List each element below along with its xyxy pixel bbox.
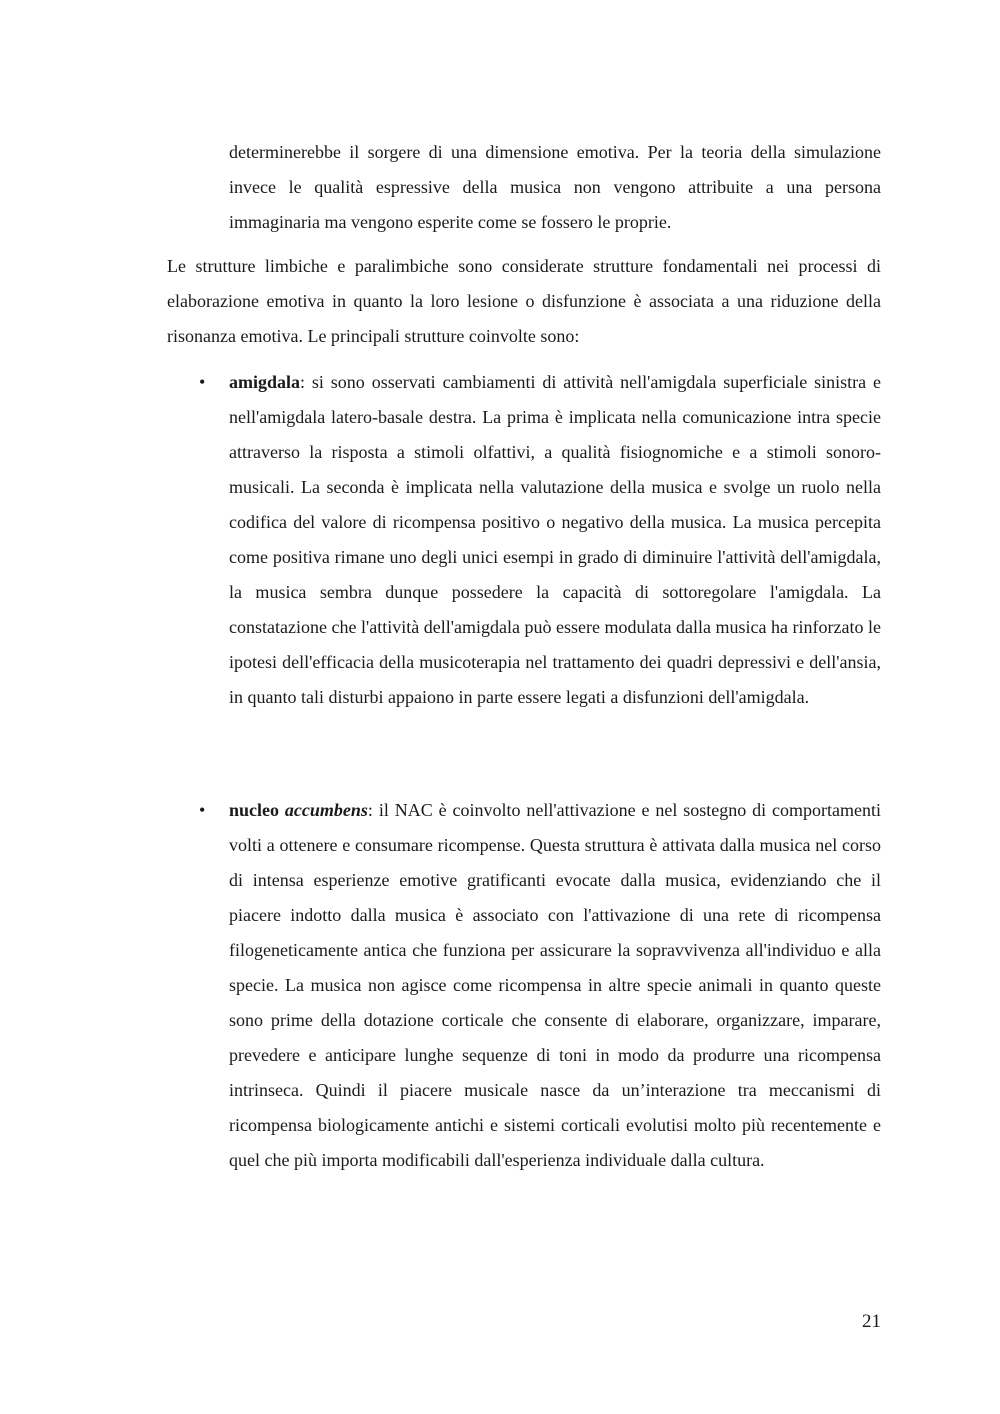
bullet-marker: •: [199, 372, 206, 392]
continuation-paragraph: determinerebbe il sorgere di una dimensione emotiva. Per la teoria della simulazione invece le qualità espressive della musica non vengono attribuite a una persona immaginaria ma vengono esperite come se fossero le proprie.: [229, 142, 881, 232]
nucleo-accumbens-description: : il NAC è coinvolto nell'attivazione e nel sostegno di comportamenti volti a ottenere e consumare ricompense. Questa struttura è attivata dalla musica nel corso di intensa esperienze emotive gratificanti evocate dalla musica, evidenziando che il piacere indotto dalla musica è associato con l'attivazione di una rete di ricompensa filogeneticamente antica che funziona per assicurare la sopravvivenza all'individuo e alla specie. La musica non agisce come ricompensa in altre specie animali in quanto queste sono prime della dotazione corticale che consente di elaborare, organizzare, imparare, prevedere e anticipare lunghe sequenze di toni in modo da produrre una ricompensa intrinseca. Quindi il piacere musicale nasce da un’interazione tra meccanismi di ricompensa biologicamente antichi e sistemi corticali evolutisi molto più recentemente e quel che più importa modificabili dall'esperienza individuale dalla cultura.: [229, 800, 882, 1170]
bullet-marker: •: [199, 800, 206, 820]
amigdala-description: : si sono osservati cambiamenti di attività nell'amigdala superficiale sinistra e nell'amigdala latero-basale destra. La prima è implicata nella comunicazione intra specie attraverso la risposta a stimoli olfattivi, a qualità fisiognomiche e a stimoli sonoro-musicali. La seconda è implicata nella valutazione della musica e svolge un ruolo nella codifica del valore di ricompensa positivo o negativo della musica. La musica percepita come positiva rimane uno degli unici esempi in grado di diminuire l'attività dell'amigdala, la musica sembra dunque possedere la capacità di sottoregolare l'amigdala. La constatazione che l'attività dell'amigdala può essere modulata dalla musica ha rinforzato le ipotesi dell'efficacia della musicoterapia nel trattamento dei quadri depressivi e dell'ansia, in quanto tali disturbi appaiono in parte essere legati a disfunzioni dell'amigdala.: [229, 372, 881, 707]
term-nucleo: nucleo: [229, 800, 280, 820]
page-number: 21: [862, 1311, 881, 1332]
intro-paragraph: Le strutture limbiche e paralimbiche sono considerate strutture fondamentali nei processi di elaborazione emotiva in quanto la loro lesione o disfunzione è associata a una riduzione della risonanza emotiva. Le principali strutture coinvolte sono:: [167, 256, 881, 346]
list-item-text: [229, 793, 881, 1178]
term-accumbens: accumbens: [284, 800, 368, 820]
term-amigdala: amigdala: [229, 372, 301, 392]
list-item-text: [229, 365, 881, 715]
